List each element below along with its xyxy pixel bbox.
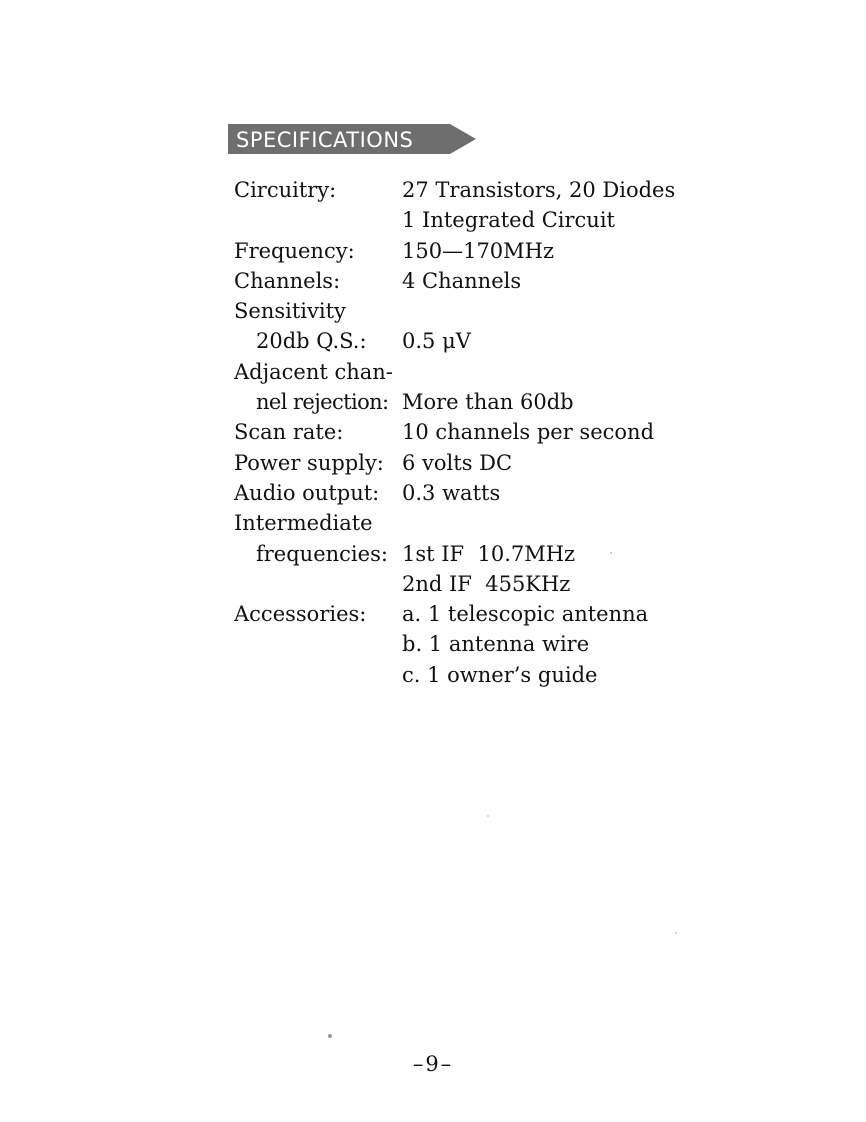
- spec-row: [234, 417, 675, 447]
- spec-row: [234, 569, 675, 599]
- spec-label: Audio output:: [234, 480, 380, 505]
- spec-value: 2nd IF 455KHz: [402, 571, 571, 596]
- page-number: –9–: [412, 1052, 454, 1076]
- spec-label: Accessories:: [234, 602, 367, 627]
- spec-row: [234, 448, 675, 478]
- spec-label: Frequency:: [234, 238, 355, 263]
- section-title: SPECIFICATIONS: [236, 128, 414, 152]
- spec-label: [234, 569, 402, 599]
- spec-label: Scan rate:: [234, 420, 344, 445]
- spec-label: Sensitivity: [234, 299, 346, 324]
- spec-row: [234, 357, 675, 387]
- scan-speck: [487, 815, 489, 817]
- spec-label: frequencies:: [256, 541, 388, 566]
- spec-value: 6 volts DC: [402, 450, 513, 475]
- spec-row: [234, 508, 675, 538]
- spec-label: [234, 629, 402, 659]
- spec-value: More than 60db: [402, 390, 574, 415]
- spec-row: [234, 478, 675, 508]
- spec-label: [234, 660, 402, 690]
- spec-label: nel rejection:: [256, 390, 389, 415]
- spec-row: [234, 629, 675, 659]
- spec-value: 1st IF 10.7MHz: [402, 541, 576, 566]
- spec-value: 0.5 μV: [402, 329, 471, 354]
- scan-speck: [328, 1034, 332, 1038]
- spec-value: b. 1 antenna wire: [402, 632, 590, 657]
- spec-value: 27 Transistors, 20 Diodes: [402, 178, 676, 202]
- spec-value: a. 1 telescopic antenna: [402, 602, 649, 627]
- specifications-table: [234, 175, 675, 690]
- spec-row: [234, 266, 675, 296]
- spec-row: [234, 539, 675, 569]
- spec-value: 10 channels per second: [402, 420, 655, 445]
- spec-row: [234, 296, 675, 326]
- scan-speck: [675, 932, 677, 934]
- spec-row: [234, 205, 675, 235]
- spec-label: [234, 205, 402, 235]
- spec-label: Adjacent chan-: [234, 359, 393, 384]
- spec-row: [234, 326, 675, 356]
- spec-label: Power supply:: [234, 450, 384, 475]
- spec-label: Intermediate: [234, 511, 373, 536]
- spec-row: [234, 660, 675, 690]
- spec-label: Channels:: [234, 268, 341, 293]
- spec-label: 20db Q.S.:: [256, 329, 367, 354]
- spec-row: [234, 236, 675, 266]
- spec-value: 4 Channels: [402, 268, 522, 293]
- spec-value: 150—170MHz: [402, 238, 555, 263]
- spec-value: 0.3 watts: [402, 480, 501, 505]
- spec-row: [234, 175, 675, 205]
- spec-row: [234, 387, 675, 417]
- spec-row: [234, 599, 675, 629]
- scan-speck: [610, 552, 612, 554]
- specifications-banner: [228, 124, 476, 156]
- spec-value: 1 Integrated Circuit: [402, 208, 615, 233]
- spec-value: c. 1 owner’s guide: [402, 662, 598, 687]
- spec-label: Circuitry:: [234, 178, 337, 202]
